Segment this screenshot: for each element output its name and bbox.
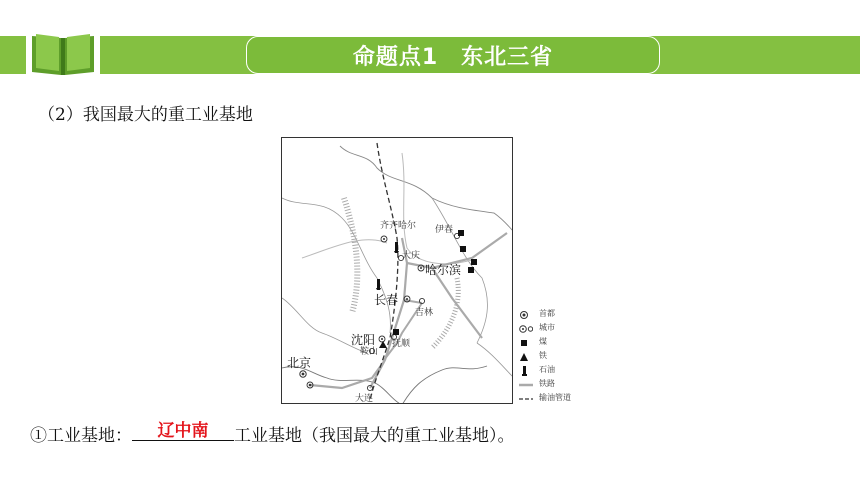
map-drawing [282, 138, 513, 404]
railway-icon [519, 380, 533, 390]
city-icon [519, 324, 533, 334]
city-label-daqing: 大庆 [402, 251, 421, 261]
legend-item-capital: 首都 [519, 308, 599, 322]
question-prefix: ①工业基地： [30, 426, 132, 446]
question-suffix: 工业基地（我国最大的重工业基地）。 [234, 426, 515, 446]
city-label-beijing: 北京 [287, 356, 312, 370]
city-label-dalian: 大连 [355, 394, 374, 404]
city-label-fushun: 抚顺 [392, 339, 411, 349]
city-label-jilin: 吉林 [415, 308, 434, 318]
page-title: 命题点1 东北三省 [352, 44, 554, 70]
answer-blank[interactable] [132, 420, 234, 441]
city-label-qiqihaer: 齐齐哈尔 [380, 221, 417, 231]
legend-item-city: 城市 [519, 322, 599, 336]
answer-text: 辽中南 [157, 421, 209, 441]
city-label-shenyang: 沈阳 [351, 333, 376, 347]
legend-item-oil: 石油 [519, 364, 599, 378]
iron-icon [519, 352, 533, 362]
section-subtitle: （2）我国最大的重工业基地 [38, 105, 253, 125]
city-label-changchun: 长春 [374, 293, 399, 307]
question-line [30, 420, 515, 446]
city-label-anshan: 鞍山 [360, 347, 379, 357]
city-label-haerbin: 哈尔滨 [425, 263, 462, 277]
oil-icon [519, 366, 533, 376]
legend-item-pipeline: 输油管道 [519, 392, 599, 406]
legend-item-railway: 铁路 [519, 378, 599, 392]
northeast-map [281, 137, 513, 404]
open-book-icon [26, 28, 100, 78]
pipeline-icon [519, 394, 533, 404]
map-legend [519, 308, 599, 406]
coal-icon [519, 338, 533, 348]
capital-icon [519, 310, 533, 320]
title-banner [246, 36, 660, 74]
legend-item-iron: 铁 [519, 350, 599, 364]
city-label-yichun: 伊春 [435, 225, 454, 235]
legend-item-coal: 煤 [519, 336, 599, 350]
